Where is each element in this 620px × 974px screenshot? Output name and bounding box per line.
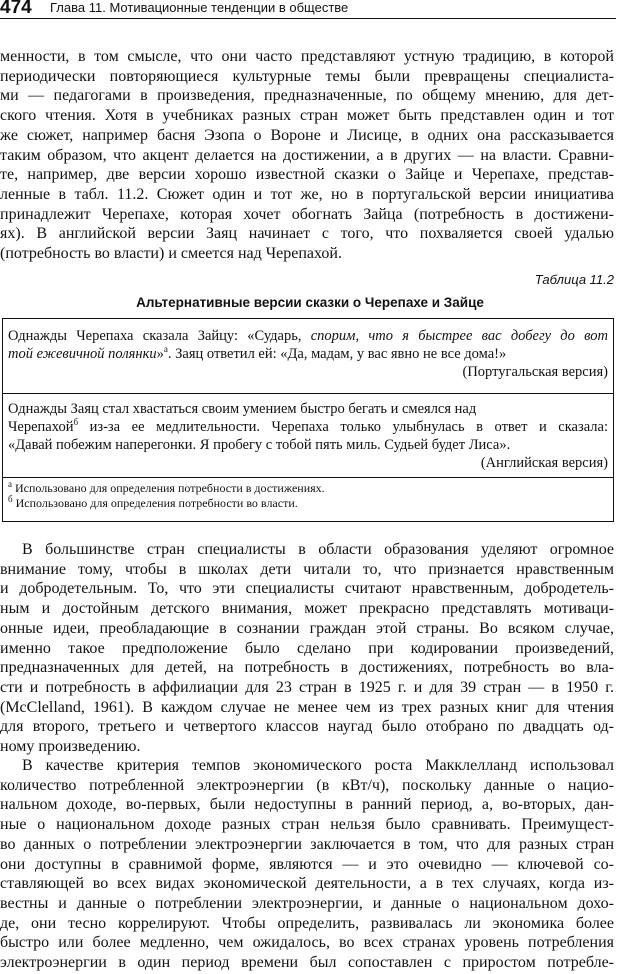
- text-line: во данных о потреблении электроэнергии заключается в том, что для разных стран: [0, 835, 614, 853]
- text-line: ленные в табл. 11.2. Сюжет один и тот же, но в португальской версии инициатива: [0, 185, 614, 203]
- paragraph-3: [0, 756, 614, 973]
- text-line: онные идеи, преобладающие в сознании граждан этой страны. Во всяком случае,: [0, 619, 614, 637]
- text-line: электроэнергии в один период времени был сопоставлен с приростом потребле-: [0, 954, 614, 972]
- footnote: [8, 481, 608, 496]
- row-line: [8, 418, 608, 436]
- footnote-mark: б: [73, 417, 79, 428]
- text-line: для второго, третьего и четвертого классов наугад было отобрано по двадцать од-: [0, 718, 614, 736]
- version-label: (Английская версия): [480, 455, 608, 471]
- text-line: принадлежит Черепахе, которая хочет обогнать Зайца (потребность в достижени-: [0, 205, 614, 223]
- row-line: Однажды Заяц стал хвастаться своим умением быстро бегать и смеялся над: [8, 401, 477, 417]
- footnote: [8, 496, 608, 511]
- text-line: же сюжет, например басня Эзопа о Вороне и Лисице, в одних она рассказывается: [0, 126, 614, 144]
- text-line: они доступны в сравнимой форме, являются — и это очевидно — ключевой со-: [0, 855, 614, 873]
- table-footnotes: [3, 478, 613, 521]
- fable-table: [2, 318, 614, 522]
- footnote-mark: а: [163, 344, 168, 355]
- footnote-mark: а: [8, 479, 12, 489]
- italic-text: той ежевичной полянки: [8, 346, 157, 362]
- table-row-english: [3, 394, 613, 478]
- table-title: Альтернативные версии сказки о Черепахе и Зайце: [136, 295, 484, 310]
- text: Черепахой: [8, 419, 74, 435]
- text-line: таким образом, что акцент делается на достижении, а в других — на власти. Сравни-: [0, 146, 614, 164]
- text-line: предназначенных для детей, на потребность в достижениях, потребность во вла-: [0, 659, 614, 677]
- row-line: «Давай побежим наперегонки. Я пробегу с тобой пять миль. Судьей будет Лиса».: [8, 437, 511, 453]
- text-line: В большинстве стран специалисты в области образования уделяют огромное: [22, 541, 614, 558]
- text: »: [156, 346, 164, 362]
- text: . Заяц ответил ей: «Да, мадам, у вас явно не все дома!»: [167, 346, 507, 362]
- text-line: периодически повторяющиеся культурные темы были превращены специалиста-: [0, 67, 614, 85]
- row-line: [8, 345, 608, 363]
- text-line: внимание тому, чтобы в школах дети читали то, что признается нравственным: [0, 560, 614, 578]
- text-line: (потребность во власти) и смеется над Черепахой.: [0, 245, 342, 263]
- page-number: 474: [0, 0, 32, 18]
- text-line: (McClelland, 1961). В каждом случае не менее чем из трех разных книг для чтения: [0, 698, 614, 716]
- paragraph-1: [0, 47, 614, 264]
- table-row-portuguese: [3, 319, 613, 394]
- text-line: нальном доходе, во-первых, были недоступны в ранний период, а, во-вторых, дан-: [0, 796, 614, 814]
- footnote-mark: б: [8, 494, 13, 504]
- text-line: ному произведению.: [0, 738, 141, 756]
- text-line: ным и достойным детского внимания, может прекрасно представлять мотиваци-: [0, 600, 614, 618]
- text-line: В качестве критерия темпов экономического роста Макклелланд использовал: [22, 757, 614, 774]
- table-caption: Таблица 11.2: [534, 272, 614, 287]
- version-label: (Португальская версия): [462, 364, 608, 380]
- text-line: менности, в том смысле, что они часто представляют устную традицию, в которой: [0, 48, 614, 65]
- italic-text: спорим, что я быстрее вас добегу до вот: [310, 328, 608, 344]
- text: Однажды Черепаха сказала Зайцу: «Сударь,: [8, 328, 311, 344]
- text-line: ные о национальном доходе разных стран нельзя было сравнивать. Преимущест-: [0, 816, 614, 834]
- text-line: и добродетельным. То, что эти специалисты считают нравственным, добродетель-: [0, 580, 614, 598]
- text: из-за ее медлительности. Черепаха только улыбнулась в ответ и сказала:: [78, 419, 608, 435]
- text-line: ставляющей во всех видах экономической деятельности, а в тех случаях, когда из-: [0, 875, 614, 893]
- footnote-text: Использовано для определения потребности в достижениях.: [12, 481, 325, 495]
- text-line: ского чтения. Хотя в учебниках разных стран может быть представлен один и тот: [0, 107, 614, 125]
- text-line: сти и потребность в аффилиации для 23 стран в 1925 г. и для 39 стран — в 1950 г.: [0, 678, 614, 696]
- text-line: количество потребленной электроэнергии (в кВт/ч), поскольку данные о нацио-: [0, 776, 614, 794]
- text-line: де, они тесно коррелируют. Чтобы определить, развивалась ли экономика более: [0, 914, 614, 932]
- text-line: именно такое предположение было сделано при кодировании произведений,: [0, 639, 614, 657]
- text-line: ях). В английской версии Заяц начинает с того, что похваляется своей удалью: [0, 225, 614, 243]
- footnote-text: Использовано для определения потребности во власти.: [12, 496, 298, 510]
- running-header: [0, 0, 616, 19]
- paragraph-2: [0, 540, 614, 757]
- chapter-title: Глава 11. Мотивационные тенденции в обществе: [50, 0, 349, 15]
- text-line: ми — педагогами в произведения, предназначенные, по общему мнению, для дет-: [0, 87, 614, 105]
- text-line: быстро или более медленно, чем ожидалось, во всех странах уровень потребления: [0, 934, 614, 952]
- text-line: те, например, две версии хорошо известной сказки о Зайце и Черепахе, представ-: [0, 166, 614, 184]
- row-line: [8, 327, 608, 345]
- text-line: вестны и данные о потреблении электроэнергии, и данные о национальном дохо-: [0, 894, 614, 912]
